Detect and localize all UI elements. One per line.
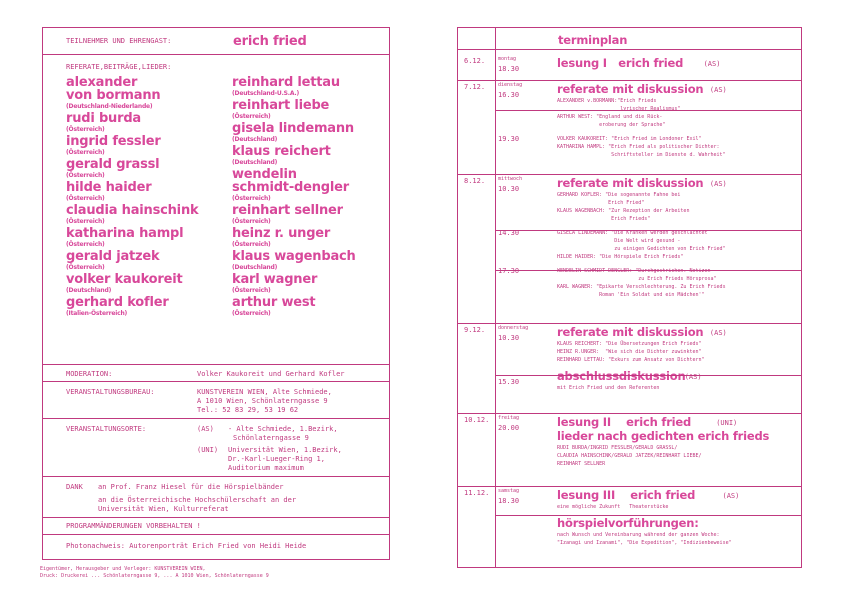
participant-origin: (Deutschland-U.S.A.) — [232, 90, 300, 97]
participant-name-line-2: von bormann — [66, 88, 161, 103]
venue-2-tag: (UNI) — [197, 446, 219, 454]
event-time: 18.30 — [498, 65, 520, 73]
participant-name: rudi burda — [66, 111, 142, 126]
event-time: 20.00 — [498, 424, 520, 432]
participant-name: gerald grassl — [66, 157, 160, 172]
participant-origin: (Deutschland-Niederlande) — [66, 103, 153, 110]
office-line-1: KUNSTVEREIN WIEN, Alte Schmiede, — [197, 388, 332, 396]
event-time: 15.30 — [498, 378, 520, 386]
day-weekday: samstag — [498, 488, 520, 494]
event-detail-line: Erich Fried" — [557, 200, 645, 206]
event-heading: lesung II erich fried — [557, 415, 692, 429]
event-detail-line: GERHARD KOFLER: "Die sogenannte Fahne bei — [557, 192, 681, 198]
participant-name: reinhart liebe — [232, 98, 330, 113]
participant-origin: (Österreich) — [66, 218, 105, 225]
participant-name: gisela lindemann — [232, 121, 354, 136]
divider-day — [457, 174, 802, 175]
moderation-value: Volker Kaukoreit und Gerhard Kofler — [197, 370, 345, 378]
day-weekday: montag — [498, 56, 517, 62]
office-line-3: Tel.: 52 83 29, 53 19 62 — [197, 406, 299, 414]
moderation-label: MODERATION: — [66, 370, 113, 378]
participant-name: gerhard kofler — [66, 295, 169, 310]
participant-origin: (Österreich) — [66, 264, 105, 271]
event-venue-tag: (UNI) — [716, 419, 738, 427]
event-heading: hörspielvorführungen: — [557, 516, 699, 530]
participant-name: hilde haider — [66, 180, 152, 195]
participant-origin: (Italien-Österreich) — [66, 310, 128, 317]
venue-2-line-1: Universität Wien, 1.Bezirk, — [228, 446, 342, 454]
participant-origin: (Deutschland) — [232, 264, 278, 271]
divider-event — [495, 230, 802, 231]
event-detail-line: Roman 'Ein Soldat und ein Mädchen'" — [557, 292, 705, 298]
program-changes-note: PROGRAMMÄNDERUNGEN VORBEHALTEN ! — [66, 522, 201, 530]
event-detail-line: mit Erich Fried und den Referenten — [557, 385, 660, 391]
participant-name: wendelin — [232, 167, 297, 182]
event-detail-line: KLAUS REICHERT: "Die Übersetzungen Erich Frieds" — [557, 341, 702, 347]
divider-changes — [42, 517, 390, 518]
event-venue-tag: (AS) — [722, 492, 740, 500]
event-detail-line: GISELA LINDEMANN: "Die Kranken werden geschlachtet — [557, 230, 708, 236]
participant-origin: (Österreich) — [66, 126, 105, 133]
participant-origin: (Deutschland) — [232, 159, 278, 166]
divider-office — [42, 381, 390, 382]
participant-origin: (Deutschland) — [232, 136, 278, 143]
contributions-label: REFERATE,BEITRÄGE,LIEDER: — [66, 63, 172, 71]
event-detail-line: Schriftsteller im Dienste d. Wahrheit" — [557, 152, 726, 158]
venues-label: VERANSTALTUNGSORTE: — [66, 425, 147, 433]
guest-name: erich fried — [233, 34, 307, 49]
day-date: 9.12. — [464, 326, 486, 334]
day-date: 11.12. — [464, 489, 490, 497]
event-heading: abschlussdiskussion — [557, 369, 686, 383]
event-time: 10.30 — [498, 185, 520, 193]
participants-label: TEILNEHMER UND EHRENGAST: — [66, 37, 172, 45]
participant-name: klaus wagenbach — [232, 249, 356, 264]
participant-name: gerald jatzek — [66, 249, 160, 264]
event-detail-line: HILDE HAIDER: "Die Hörspiele Erich Frieds" — [557, 254, 684, 260]
event-detail-line: ARTHUR WEST: "England und die Rück- — [557, 114, 663, 120]
event-time: 19.30 — [498, 135, 520, 143]
divider-venues — [42, 418, 390, 419]
event-heading: referate mit diskussion — [557, 176, 704, 190]
event-time: 18.30 — [498, 497, 520, 505]
event-heading: referate mit diskussion — [557, 325, 704, 339]
participant-name: volker kaukoreit — [66, 272, 183, 287]
divider-thanks — [42, 476, 390, 477]
event-detail-line: Die Welt wird gesund - — [557, 238, 681, 244]
event-detail-line: KATHARINA HAMPL: "Erich Fried als politischer Dichter: — [557, 144, 720, 150]
divider-event — [495, 270, 802, 271]
participant-origin: (Österreich) — [232, 241, 271, 248]
thanks-line-3: Universität Wien, Kulturreferat — [98, 505, 229, 513]
event-detail-line: WENDELIN SCHMIDT-DENGLER: "Durchgestrichen. Notizen — [557, 268, 711, 274]
venue-2-line-3: Auditorium maximum — [228, 464, 304, 472]
participant-name-line-2: schmidt-dengler — [232, 180, 349, 195]
thanks-label: DANK — [66, 483, 83, 491]
venue-2-line-2: Dr.-Karl-Lueger-Ring 1, — [228, 455, 325, 463]
event-detail-line: ALEXANDER v.BORMANN:"Erich Frieds — [557, 98, 657, 104]
event-detail-line: REINHART SELLNER — [557, 461, 606, 467]
participant-origin: (Österreich) — [66, 149, 105, 156]
participant-name: arthur west — [232, 295, 316, 310]
imprint-line-2: Druck: Druckerei ... Schönlaterngasse 9, ... A 1010 Wien, Schönlaterngasse 9 — [40, 573, 269, 579]
day-date: 6.12. — [464, 57, 486, 65]
divider-event — [495, 515, 802, 516]
venue-1-tag: (AS) — [197, 425, 214, 433]
event-venue-tag: (AS) — [703, 60, 721, 68]
event-detail-line: eine mögliche Zukunft Theaterstücke — [557, 504, 669, 510]
event-heading: referate mit diskussion — [557, 82, 704, 96]
divider-title — [457, 49, 802, 50]
event-detail-line: nach Wunsch und Vereinbarung während der ganzen Woche: — [557, 532, 720, 538]
venue-1-line-1: - Alte Schmiede, 1.Bezirk, — [228, 425, 338, 433]
participant-origin: (Österreich) — [232, 218, 271, 225]
participant-name: reinhard lettau — [232, 75, 340, 90]
participant-name: ingrid fessler — [66, 134, 161, 149]
event-venue-tag: (AS) — [684, 373, 702, 381]
event-heading: lesung III erich fried — [557, 488, 696, 502]
event-detail-line: KARL WAGNER: "Epikarte Verschlechterung. Zu Erich Frieds — [557, 284, 726, 290]
day-date: 10.12. — [464, 416, 490, 424]
day-date: 7.12. — [464, 83, 486, 91]
participant-name: heinz r. unger — [232, 226, 331, 241]
divider-day — [457, 323, 802, 324]
imprint-line-1: Eigentümer, Herausgeber und Verleger: KUNSTVEREIN WIEN, — [40, 566, 206, 572]
event-venue-tag: (AS) — [709, 180, 727, 188]
divider-event — [495, 110, 802, 111]
day-weekday: mittwoch — [498, 176, 523, 182]
event-detail-line: KLAUS WAGENBACH: "Zur Rezeption der Arbeiten — [557, 208, 690, 214]
participant-origin: (Österreich) — [66, 195, 105, 202]
event-time: 14.30 — [498, 229, 520, 237]
participant-origin: (Österreich) — [66, 172, 105, 179]
event-venue-tag: (AS) — [709, 86, 727, 94]
divider-photo — [42, 534, 390, 535]
participant-name: alexander — [66, 75, 138, 90]
day-date: 8.12. — [464, 177, 486, 185]
event-detail-line: eroberung der Sprache" — [557, 122, 666, 128]
divider-event — [495, 375, 802, 376]
participant-origin: (Österreich) — [232, 195, 271, 202]
divider-participants — [42, 54, 390, 55]
day-weekday: donnerstag — [498, 325, 529, 331]
event-detail-line: zu einigen Gedichten von Erich Fried" — [557, 246, 726, 252]
thanks-line-2: an die Österreichische Hochschülerschaft an der — [98, 496, 297, 504]
participant-name: reinhart sellner — [232, 203, 343, 218]
event-time: 16.30 — [498, 91, 520, 99]
schedule-title: terminplan — [558, 33, 628, 47]
event-heading-2: lieder nach gedichten erich frieds — [557, 429, 770, 443]
divider-moderation — [42, 364, 390, 365]
divider-day — [457, 80, 802, 81]
divider-day — [457, 486, 802, 487]
participant-origin: (Österreich) — [66, 241, 105, 248]
participant-origin: (Deutschland) — [66, 287, 112, 294]
participant-origin: (Österreich) — [232, 287, 271, 294]
participant-name: karl wagner — [232, 272, 318, 287]
event-detail-line: RUDI BURDA/INGRID FESSLER/GERALD GRASSL/ — [557, 445, 678, 451]
event-heading: lesung I erich fried — [557, 56, 684, 70]
day-weekday: dienstag — [498, 82, 523, 88]
event-time: 17.30 — [498, 267, 520, 275]
participant-name: claudia hainschink — [66, 203, 199, 218]
office-line-2: A 1010 Wien, Schönlaterngasse 9 — [197, 397, 328, 405]
participant-name: katharina hampl — [66, 226, 184, 241]
day-weekday: freitag — [498, 415, 520, 421]
event-detail-line: Erich Frieds" — [557, 216, 651, 222]
participant-origin: (Österreich) — [232, 310, 271, 317]
event-detail-line: REINHARD LETTAU: "Exkurs zum Ansatz von Dichtern" — [557, 357, 705, 363]
office-label: VERANSTALTUNGSBUREAU: — [66, 388, 155, 396]
divider-day — [457, 413, 802, 414]
event-detail-line: "Izanagi und Izanami", "Die Expedition", "Indizienbeweise" — [557, 540, 732, 546]
participant-name: klaus reichert — [232, 144, 331, 159]
event-detail-line: zu Erich Frieds Hörsprosa" — [557, 276, 717, 282]
event-detail-line: HEINZ R.UNGER: "Wie sich die Dichter zuwinkten" — [557, 349, 702, 355]
photo-credit: Photonachweis: Autorenporträt Erich Fried von Heidi Heide — [66, 542, 307, 550]
event-detail-line: VOLKER KAUKOREIT: "Erich Fried im Londoner Exil" — [557, 136, 702, 142]
thanks-line-1: an Prof. Franz Hiesel für die Hörspielbänder — [98, 483, 284, 491]
venue-1-line-2: Schönlaterngasse 9 — [233, 434, 309, 442]
event-time: 10.30 — [498, 334, 520, 342]
participant-origin: (Österreich) — [232, 113, 271, 120]
event-detail-line: lyrischer Realismus" — [557, 106, 681, 112]
event-detail-line: CLAUDIA HAINSCHINK/GERALD JATZEK/REINHART LIEBE/ — [557, 453, 702, 459]
event-venue-tag: (AS) — [709, 329, 727, 337]
